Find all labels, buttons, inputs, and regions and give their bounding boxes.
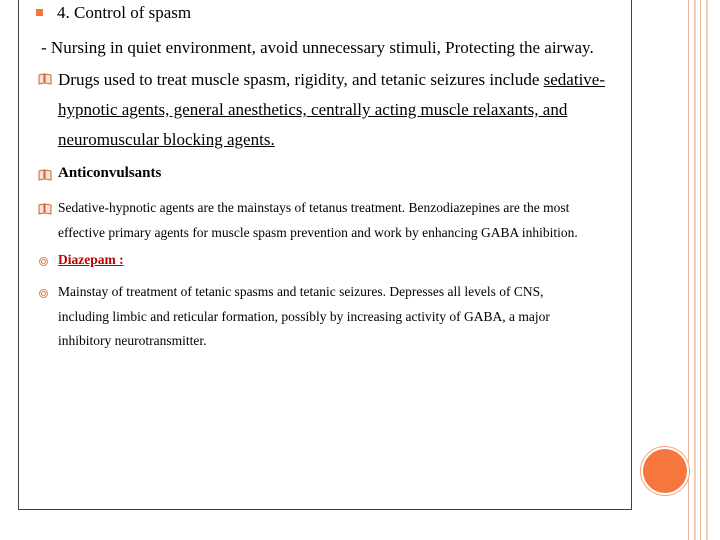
- section-heading: 4. Control of spasm: [57, 3, 192, 22]
- stripe: [700, 0, 701, 540]
- open-book-bullet-icon: [38, 203, 52, 215]
- mainstay-line-2: including limbic and reticular formation, possibly by increasing activity of GABA, a major: [58, 309, 550, 324]
- ring-bullet-icon: [39, 257, 48, 266]
- sedative-line-1: Sedative-hypnotic agents are the mainstays of tetanus treatment. Benzodiazepines are the most: [58, 200, 570, 215]
- mainstay-line-3: inhibitory neurotransmitter.: [58, 333, 207, 348]
- anticonvulsants-heading: Anticonvulsants: [58, 165, 162, 181]
- sedative-line-2: effective primary agents for muscle spasm prevention and work by enhancing GABA inhibition.: [58, 225, 578, 240]
- square-bullet-icon: [36, 9, 43, 16]
- decorative-stripes: [682, 0, 720, 540]
- nursing-line: - Nursing in quiet environment, avoid unnecessary stimuli, Protecting the airway.: [41, 38, 594, 57]
- diazepam-heading: Diazepam :: [58, 252, 124, 267]
- stripe: [694, 0, 696, 540]
- decorative-circle: [641, 447, 689, 495]
- stripe: [706, 0, 708, 540]
- open-book-bullet-icon: [38, 169, 52, 181]
- drugs-line-2: hypnotic agents, general anesthetics, centrally acting muscle relaxants, and: [58, 100, 568, 119]
- open-book-bullet-icon: [38, 73, 52, 85]
- drugs-line-1: [58, 70, 605, 90]
- drugs-underlined-1: sedative-: [543, 70, 605, 89]
- drugs-text: Drugs used to treat muscle spasm, rigidity, and tetanic seizures include: [58, 70, 540, 89]
- ring-bullet-icon: [39, 289, 48, 298]
- mainstay-line-1: Mainstay of treatment of tetanic spasms and tetanic seizures. Depresses all levels of CNS,: [58, 284, 544, 299]
- drugs-line-3: neuromuscular blocking agents.: [58, 130, 275, 149]
- stripe: [688, 0, 689, 540]
